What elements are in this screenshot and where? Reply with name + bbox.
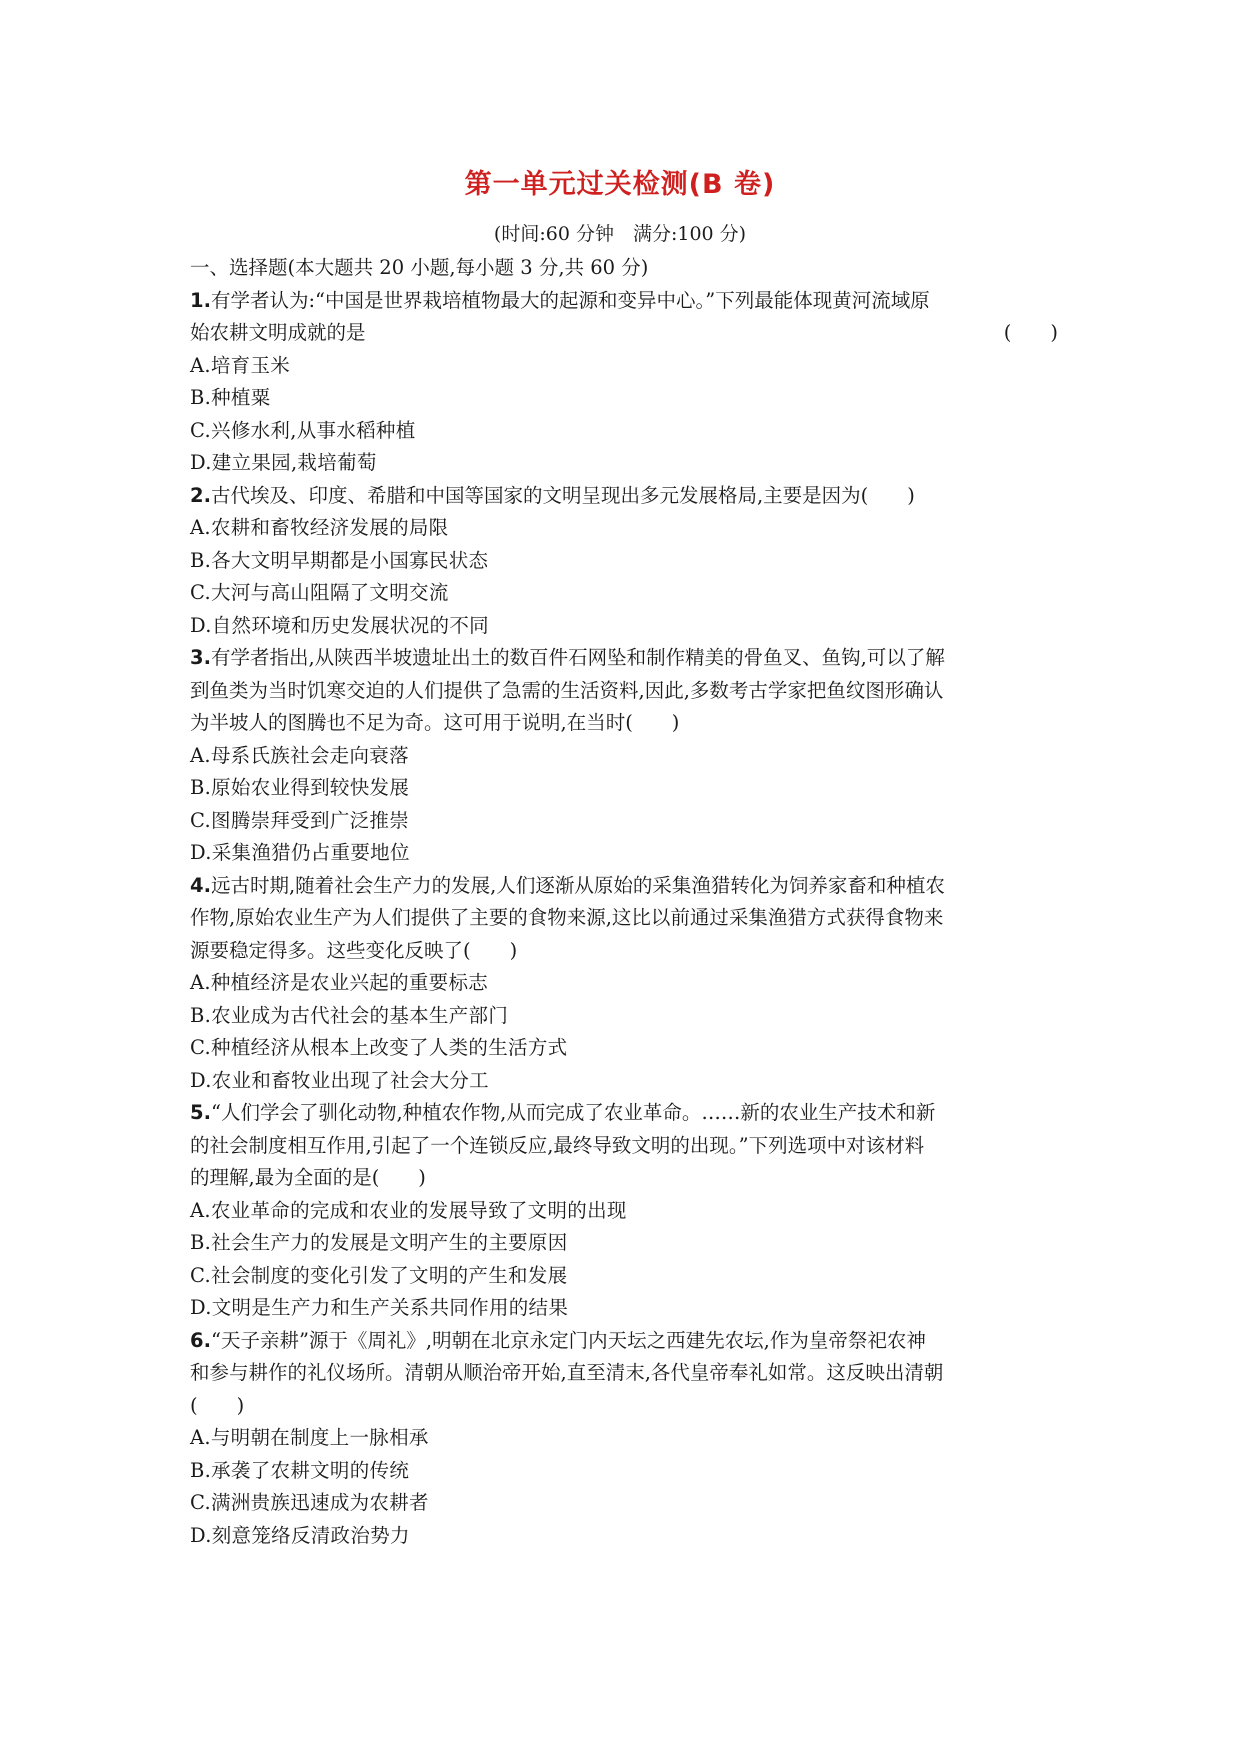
question-4 (190, 870, 1058, 1098)
question-stem-line: 的理解,最为全面的是( ) (190, 1166, 426, 1189)
exam-time-and-score: (时间:60 分钟 满分:100 分) (493, 223, 747, 245)
option-b: B.承袭了农耕文明的传统 (190, 1458, 410, 1482)
question-text: 远古时期,随着社会生产力的发展,人们逐渐从原始的采集渔猎转化为饲养家畜和种植农 (210, 873, 945, 897)
answer-bracket: ( ) (1003, 321, 1058, 344)
option-d: D.自然环境和历史发展状况的不同 (190, 613, 489, 637)
option-c: C.兴修水利,从事水稻种植 (190, 418, 416, 442)
question-1 (190, 285, 1058, 480)
question-stem-line: 和参与耕作的礼仪场所。清朝从顺治帝开始,直至清末,各代皇帝奉礼如常。这反映出清朝 (190, 1361, 944, 1384)
option-a: A.母系氏族社会走向衰落 (190, 743, 409, 767)
question-stem-line (190, 1325, 1058, 1358)
question-2 (190, 480, 1058, 643)
question-number: 6. (190, 1328, 211, 1352)
option-a: A.种植经济是农业兴起的重要标志 (190, 971, 489, 994)
question-stem-line: 的社会制度相互作用,引起了一个连锁反应,最终导致文明的出现。”下列选项中对该材料 (190, 1133, 925, 1157)
question-stem-line (190, 1097, 1058, 1130)
option-d: D.采集渔猎仍占重要地位 (190, 841, 410, 864)
option-c: C.图腾崇拜受到广泛推崇 (190, 808, 410, 832)
exam-body (190, 252, 1058, 1552)
option-c: C.大河与高山阻隔了文明交流 (190, 581, 449, 604)
option-c: C.社会制度的变化引发了文明的产生和发展 (190, 1263, 568, 1287)
question-stem-line (190, 317, 1058, 350)
question-text: 古代埃及、印度、希腊和中国等国家的文明呈现出多元发展格局,主要是因为( ) (210, 483, 915, 507)
option-b: B.各大文明早期都是小国寡民状态 (190, 548, 489, 572)
question-text: 始农耕文明成就的是 (190, 321, 366, 344)
option-d: D.文明是生产力和生产关系共同作用的结果 (190, 1296, 569, 1319)
question-text: 有学者指出,从陕西半坡遗址出土的数百件石网坠和制作精美的骨鱼叉、鱼钩,可以了解 (210, 646, 945, 669)
question-number: 5. (190, 1101, 211, 1124)
option-a: A.农耕和畜牧经济发展的局限 (190, 516, 449, 539)
question-number: 4. (190, 873, 211, 897)
answer-bracket: ( ) (190, 1393, 245, 1417)
question-stem-line (190, 870, 1058, 903)
question-stem-line (190, 642, 1058, 675)
option-b: B.社会生产力的发展是文明产生的主要原因 (190, 1231, 568, 1254)
question-stem-line: 到鱼类为当时饥寒交迫的人们提供了急需的生活资料,因此,多数考古学家把鱼纹图形确认 (190, 678, 944, 702)
option-a: A.与明朝在制度上一脉相承 (190, 1426, 429, 1449)
question-3 (190, 642, 1058, 870)
option-a: A.培育玉米 (190, 353, 291, 377)
option-d: D.刻意笼络反清政治势力 (190, 1523, 410, 1547)
question-number: 3. (190, 646, 211, 669)
option-b: B.原始农业得到较快发展 (190, 776, 410, 799)
option-c: C.种植经济从根本上改变了人类的生活方式 (190, 1036, 568, 1059)
question-5 (190, 1097, 1058, 1325)
section-heading: 一、选择题(本大题共 20 小题,每小题 3 分,共 60 分) (190, 256, 649, 279)
option-d: D.农业和畜牧业出现了社会大分工 (190, 1068, 489, 1092)
page-title: 第一单元过关检测(B 卷) (464, 169, 776, 200)
question-stem-line (190, 480, 1058, 513)
question-text: “天子亲耕”源于《周礼》,明朝在北京永定门内天坛之西建先农坛,作为皇帝祭祀农神 (210, 1328, 926, 1352)
question-text: “人们学会了驯化动物,种植农作物,从而完成了农业革命。……新的农业生产技术和新 (210, 1101, 936, 1124)
question-number: 1. (190, 288, 211, 312)
option-b: B.农业成为古代社会的基本生产部门 (190, 1003, 509, 1027)
option-b: B.种植粟 (190, 386, 271, 409)
question-6 (190, 1325, 1058, 1553)
option-c: C.满洲贵族迅速成为农耕者 (190, 1491, 429, 1514)
option-a: A.农业革命的完成和农业的发展导致了文明的出现 (190, 1198, 627, 1222)
option-d: D.建立果园,栽培葡萄 (190, 451, 377, 474)
question-stem-line: 为半坡人的图腾也不足为奇。这可用于说明,在当时( ) (190, 711, 680, 734)
question-text: 有学者认为:“中国是世界栽培植物最大的起源和变异中心。”下列最能体现黄河流域原 (210, 288, 930, 312)
question-stem-line: 作物,原始农业生产为人们提供了主要的食物来源,这比以前通过采集渔猎方式获得食物来 (190, 906, 944, 929)
question-stem-line: 源要稳定得多。这些变化反映了( ) (190, 938, 518, 962)
question-number: 2. (190, 483, 211, 507)
question-stem-line (190, 285, 1058, 318)
